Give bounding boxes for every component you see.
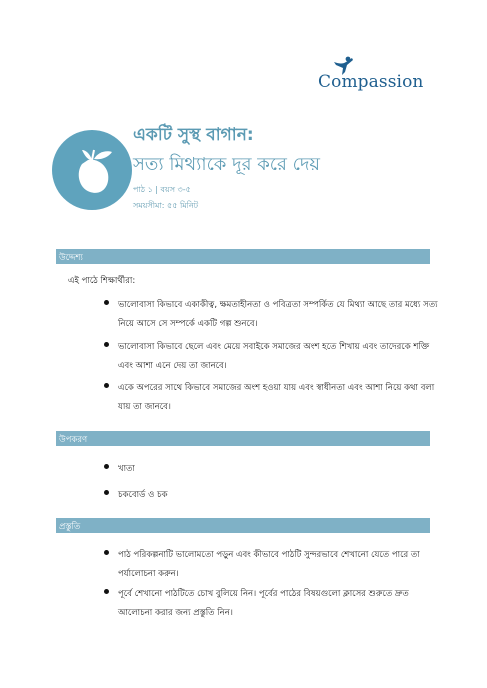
page-title: একটি সুস্থ বাগান: (133, 125, 254, 145)
objectives-heading-bar (56, 249, 430, 264)
objectives-intro: এই পাঠে শিক্ষার্থীরা: (68, 276, 136, 286)
duration-info: সময়সীমা: ৫৫ মিনিট (133, 201, 199, 210)
preparation-heading-bar (56, 518, 430, 533)
objective-text: একে অপরের সাথে কিভাবে সমাজের অংশ হওয়া যায় এবং স্বাধীনতা এবং আশা নিয়ে কথা বলা যায় তা জানবে। (118, 383, 435, 412)
mango-fruit-icon (68, 144, 118, 198)
preparation-heading: প্রস্তুতি (59, 522, 81, 532)
bullet-dot (104, 490, 109, 495)
objective-text: ভালোবাসা কিভাবে একাকীত্ব, ক্ষমতাহীনতা ও পবিত্রতা সম্পর্কিত যে মিথ্যা আছে তার মধ্যে সত্য নিয়ে আসে সে সম্পর্কে একটি গল্প শুনবে। (118, 300, 438, 329)
preparation-text: পাঠ পরিকল্পনাটি ভালোমতো পড়ুন এবং কীভাবে পাঠটি সুন্দরভাবে শেখানো যেতে পারে তা পর্যালোচনা করুন। (118, 550, 420, 579)
bullet-dot (104, 342, 109, 347)
bullet-dot (104, 550, 109, 555)
bullet-dot (104, 464, 109, 469)
page-subtitle: সত্য মিথ্যাকে দূর করে দেয় (133, 154, 321, 175)
objective-text: ভালোবাসা কিভাবে ছেলে এবং মেয়ে সবাইকে সমাজের অংশ হতে শিখায় এবং তাদেরকে শক্তি এবং আশা এনে দেয় তা জানবে। (118, 342, 430, 371)
bullet-dot (104, 300, 109, 305)
materials-heading-bar (56, 431, 430, 446)
preparation-text: পূর্বে শেখানো পাঠটিতে চোখ বুলিয়ে নিন। পূর্বের পাঠের বিষয়গুলো ক্লাসের শুরুতে দ্রুত আলোচনা করার জন্য প্রস্তুতি নিন। (118, 589, 409, 618)
objectives-heading: উদ্দেশ্য (59, 253, 83, 263)
material-text: খাতা (118, 464, 135, 474)
lesson-icon-circle (52, 130, 132, 210)
material-text: চকবোর্ড ও চক (118, 490, 168, 500)
compassion-logo (318, 56, 432, 100)
logo-text: Compassion (318, 72, 424, 92)
materials-heading: উপকরণ (59, 435, 88, 445)
bullet-dot (104, 589, 109, 594)
bullet-dot (104, 383, 109, 388)
lesson-info: পাঠ ১ | বয়স ৩-৫ (133, 185, 191, 194)
